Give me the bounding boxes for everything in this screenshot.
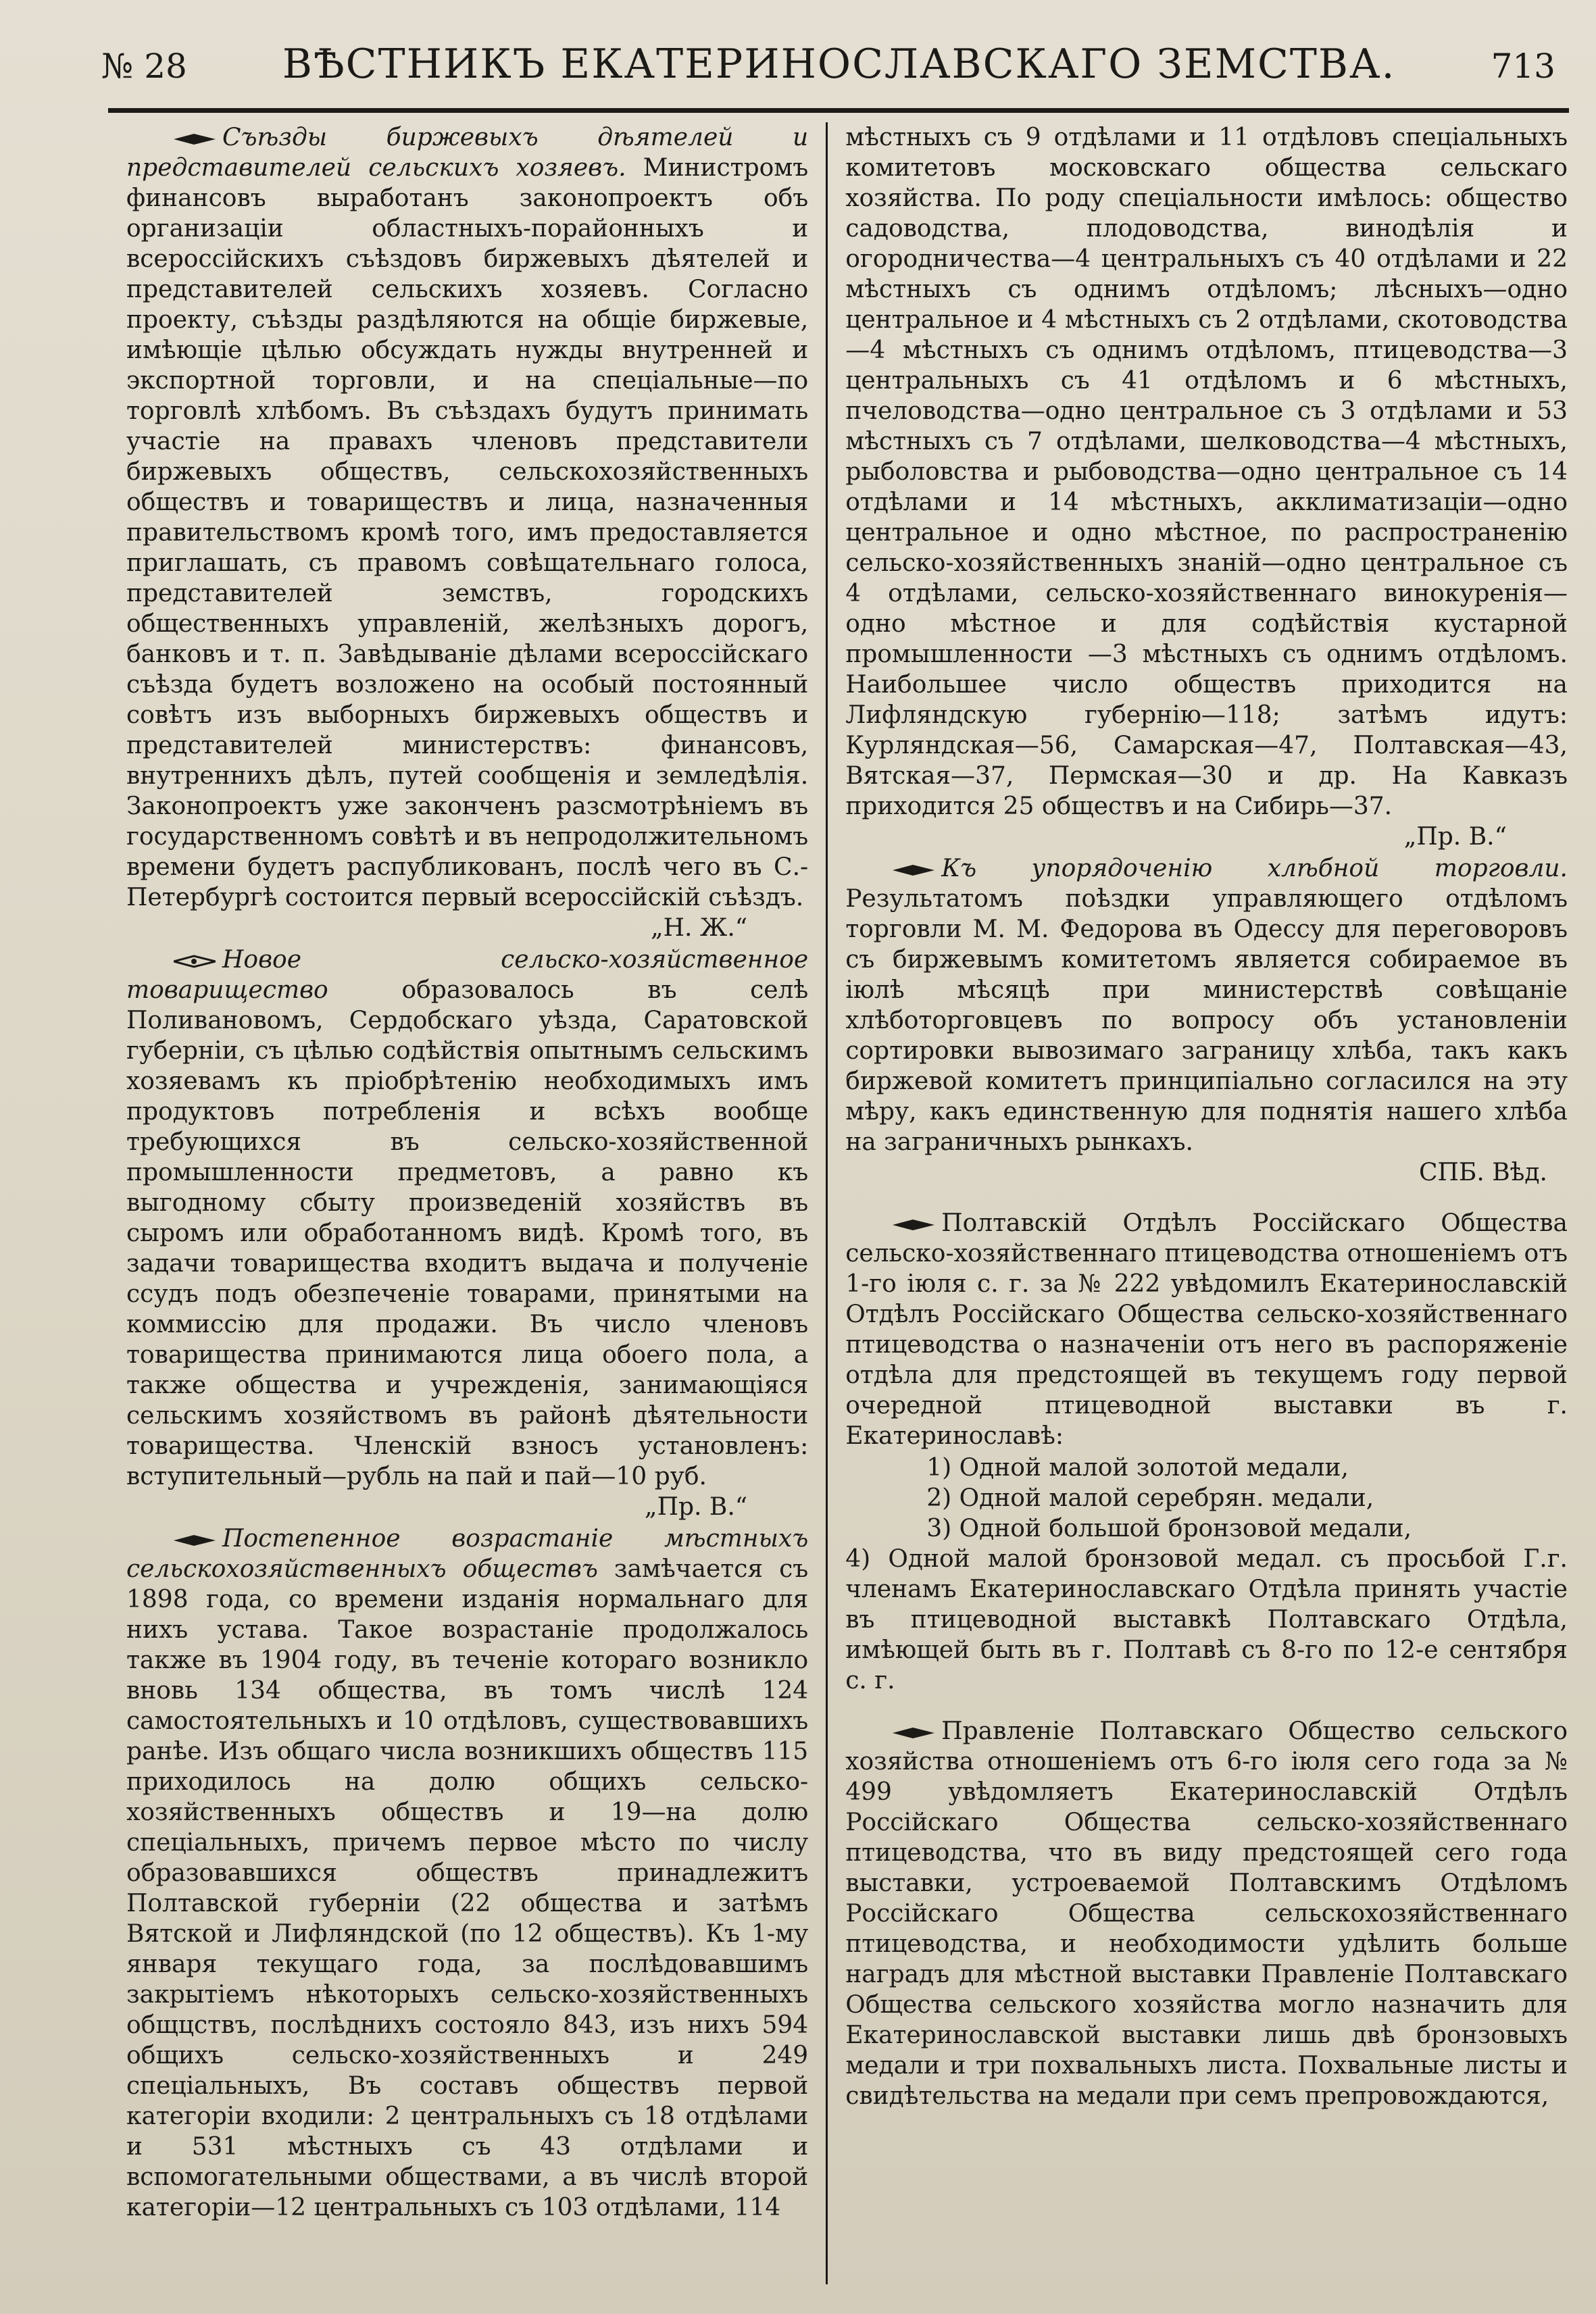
right-column <box>837 122 1576 2284</box>
article-body: образовалось въ селѣ Поливановомъ, Сердобскаго уѣзда, Саратовской губерніи, съ цѣлью содѣйствія опытнымъ сельскимъ хозяевамъ къ пріобрѣтенію необходимыхъ имъ продуктовъ потребленія и всѣхъ вообще требующихся въ сельско-хозяйственной промышленности предметовъ, а равно къ выгодному сбыту произведеній хозяйствъ въ сыромъ или обработанномъ видѣ. Кромѣ того, въ задачи товарищества входитъ выдача и полученіе ссудъ подъ обезпеченіе товарами, принятыми на коммиссію для продажи. Въ число членовъ товарищества принимаются лица обоего пола, а также общества и учрежденія, занимающіяся сельскимъ хозяйствомъ въ районѣ дѣятельности товарищества. Членскій взносъ установленъ: вступительный—рубль на пай и пай—10 руб. <box>126 976 809 1490</box>
article-source: „Пр. В.“ <box>644 1493 748 1521</box>
page-number: 713 <box>1491 47 1555 86</box>
list-item-last: 4) Одной малой бронзовой медал. съ просьбой Г.г. членамъ Екатеринославскаго Отдѣла принять участіе въ птицеводной выставкѣ Полтавскаго Отдѣла, имѣющей быть въ г. Полтавѣ съ 8-го по 12-е сентября с. г. <box>845 1545 1568 1694</box>
hand-pointer-icon <box>893 1726 934 1740</box>
article-vozrastanie-obshchestv <box>126 1524 808 2223</box>
article-novoe-tovarishchestvo <box>126 945 808 1522</box>
article-pravlenie-poltavskogo <box>845 1716 1568 2111</box>
article-source: СПБ. Вѣд. <box>1418 1159 1547 1186</box>
article-poltavskiy-otdel <box>845 1208 1568 1451</box>
journal-title: ВѢСТНИКЪ ЕКАТЕРИНОСЛАВСКАГО ЗЕМСТВА. <box>282 41 1396 88</box>
issue-number: № 28 <box>101 47 187 86</box>
header-rule <box>108 108 1569 113</box>
hand-pointer-icon <box>174 132 216 146</box>
article-title: Съѣзды биржевыхъ дѣятелей и представителей сельскихъ хозяевъ. <box>126 124 809 182</box>
list-item: 1) Одной малой золотой медали, <box>926 1454 1349 1482</box>
medal-list <box>845 1453 1568 1544</box>
column-divider <box>826 122 828 2284</box>
article-title: Постепенное возрастаніе мѣстныхъ сельскохозяйственныхъ обществъ <box>126 1525 809 1583</box>
article-khlebnaya-torgovlya <box>845 853 1568 1188</box>
article-title: Новое сельско-хозяйственное товарищество <box>126 946 809 1004</box>
article-continuation <box>845 122 1568 852</box>
article-birzhevye-sezdy <box>126 122 808 943</box>
hand-pointer-icon <box>174 1534 216 1547</box>
hand-pointer-icon <box>174 955 216 968</box>
two-column-body <box>27 122 1576 2284</box>
article-body: мѣстныхъ съ 9 отдѣлами и 11 отдѣловъ спеціальныхъ комитетовъ московскаго общества сельскаго хозяйства. По роду спеціальности имѣлось: общество садоводства, плодоводства, винодѣлія и огородничества—4 центральныхъ съ 40 отдѣлами и 22 мѣстныхъ съ однимъ отдѣломъ; лѣсныхъ—одно центральное и 4 мѣстныхъ съ 2 отдѣлами, скотоводства—4 мѣстныхъ съ однимъ отдѣломъ, птицеводства—3 центральныхъ съ 41 отдѣломъ и 6 мѣстныхъ, пчеловодства—одно центральное съ 3 отдѣлами и 53 мѣстныхъ съ 7 отдѣлами, шелководства—4 мѣстныхъ, рыболовства и рыбоводства—одно центральное съ 14 отдѣлами и 14 мѣстныхъ, акклиматизаціи—одно центральное и одно мѣстное, по распространенію сельско-хозяйственныхъ знаній—одно центральное съ 4 отдѣлами, сельско-хозяйственнаго винокуренія—одно мѣстное и для содѣйствія кустарной промышленности —3 мѣстныхъ съ однимъ отдѣломъ. Наибольшее число обществъ приходится на Лифляндскую губернію—118; затѣмъ идутъ: Курляндская—56, Самарская—47, Полтавская—43, Вятская—37, Пермская—30 и др. На Кавказъ приходится 25 обществъ и на Сибирь—37. <box>845 124 1568 820</box>
page-header <box>27 41 1576 108</box>
left-column <box>118 122 816 2284</box>
article-body: Министромъ финансовъ выработанъ законопроектъ объ организаціи областныхъ-порайонныхъ и всероссійскихъ съѣздовъ биржевыхъ дѣятелей и представителей сельскихъ хозяевъ. Согласно проекту, съѣзды раздѣляются на общіе биржевые, имѣющіе цѣлью обсуждать нужды внутренней и экспортной торговли, и на спеціальные—по торговлѣ хлѣбомъ. Въ съѣздахъ будутъ принимать участіе на правахъ членовъ представители биржевыхъ обществъ, сельскохозяйственныхъ обществъ и товариществъ и лица, назначенныя правительствомъ кромѣ того, имъ предоставляется приглашать, съ правомъ совѣщательнаго голоса, представителей земствъ, городскихъ общественныхъ управленій, желѣзныхъ дорогъ, банковъ и т. п. Завѣдываніе дѣлами всероссійскаго съѣзда будетъ возложено на особый постоянный совѣтъ изъ выборныхъ биржевыхъ обществъ и представителей министерствъ: финансовъ, внутреннихъ дѣлъ, путей сообщенія и земледѣлія. Законопроектъ уже законченъ разсмотрѣніемъ въ государственномъ совѣтѣ и въ непродолжительномъ времени будетъ распубликованъ, послѣ чего въ С.-Петербургѣ состоится первый всероссійскій съѣздъ. <box>126 154 809 911</box>
hand-pointer-icon <box>893 1218 934 1232</box>
hand-pointer-icon <box>893 863 934 877</box>
article-title: Къ упорядоченію хлѣбной торговли. <box>941 855 1568 882</box>
article-source: „Н. Ж.“ <box>650 914 748 942</box>
article-body: замѣчается съ 1898 года, со времени изданія нормальнаго для нихъ устава. Такое возрастаніе продолжалось также въ 1904 году, въ теченіе котораго возникло вновь 134 общества, въ томъ числѣ 124 самостоятельныхъ и 10 отдѣловъ, существовавшихъ ранѣе. Изъ общаго числа возникшихъ обществъ 115 приходилось на долю общихъ сельско-хозяйственныхъ обществъ и 19—на долю спеціальныхъ, причемъ первое мѣсто по числу образовавшихся обществъ принадлежитъ Полтавской губерніи (22 общества и затѣмъ Вятской и Лифляндской (по 12 обществъ). Къ 1-му января текущаго года, за послѣдовавшимъ закрытіемъ нѣкоторыхъ сельско-хозяйственныхъ общцствъ, послѣднихъ состояло 843, изъ нихъ 594 общихъ сельско-хозяйственныхъ и 249 спеціальныхъ, Въ составъ обществъ первой категоріи входили: 2 центральныхъ съ 18 отдѣлами и 531 мѣстныхъ съ 43 отдѣлами и вспомогательными обществами, а въ числѣ второй категоріи—12 центральныхъ съ 103 отдѣлами, 114 <box>126 1555 809 2221</box>
article-body: Полтавскій Отдѣлъ Россійскаго Общества сельско-хозяйственнаго птицеводства отношеніемъ отъ 1-го іюля с. г. за № 222 увѣдомилъ Екатеринославскій Отдѣлъ Россійскаго Общества сельско-хозяйственнаго птицеводства о назначеніи отъ него въ распоряженіе отдѣла для предстоящей въ текущемъ году первой очередной птицеводной выставки въ г. Екатеринославѣ: <box>845 1209 1568 1450</box>
article-source: „Пр. В.“ <box>1403 823 1507 851</box>
list-item: 2) Одной малой серебрян. медали, <box>926 1484 1374 1512</box>
article-body: Результатомъ поѣздки управляющего отдѣломъ торговли М. М. Федорова въ Одессу для переговоровъ съ биржевымъ комитетомъ является собираемое въ іюлѣ мѣсяцѣ при министерствѣ совѣщаніе хлѣботорговцевъ по вопросу объ установленіи сортировки вывозимаго заграницу хлѣба, такъ какъ биржевой комитетъ принципіально согласился на эту мѣру, какъ единственную для поднятія нашего хлѣба на заграничныхъ рынкахъ. <box>845 885 1568 1156</box>
article-body: Правленіе Полтавскаго Общество сельского хозяйства отношеніемъ отъ 6-го іюля сего года за № 499 увѣдомляетъ Екатеринославскій Отдѣлъ Россійскаго Общества сельско-хозяйственнаго птицеводства, что въ виду предстоящей сего года выставки, устроеваемой Полтавскимъ Отдѣломъ Россійскаго Общества сельскохозяйственнаго птицеводства, и необходимости удѣлить больше наградъ для мѣстной выставки Правленіе Полтавскаго Общества сельского хозяйства могло назначить для Екатеринославской выставки лишь двѣ бронзовыхъ медали и три похвальныхъ листа. Похвальные листы и свидѣтельства на медали при семъ препровождаются, <box>845 1717 1568 2110</box>
list-item: 3) Одной большой бронзовой медали, <box>926 1515 1412 1542</box>
